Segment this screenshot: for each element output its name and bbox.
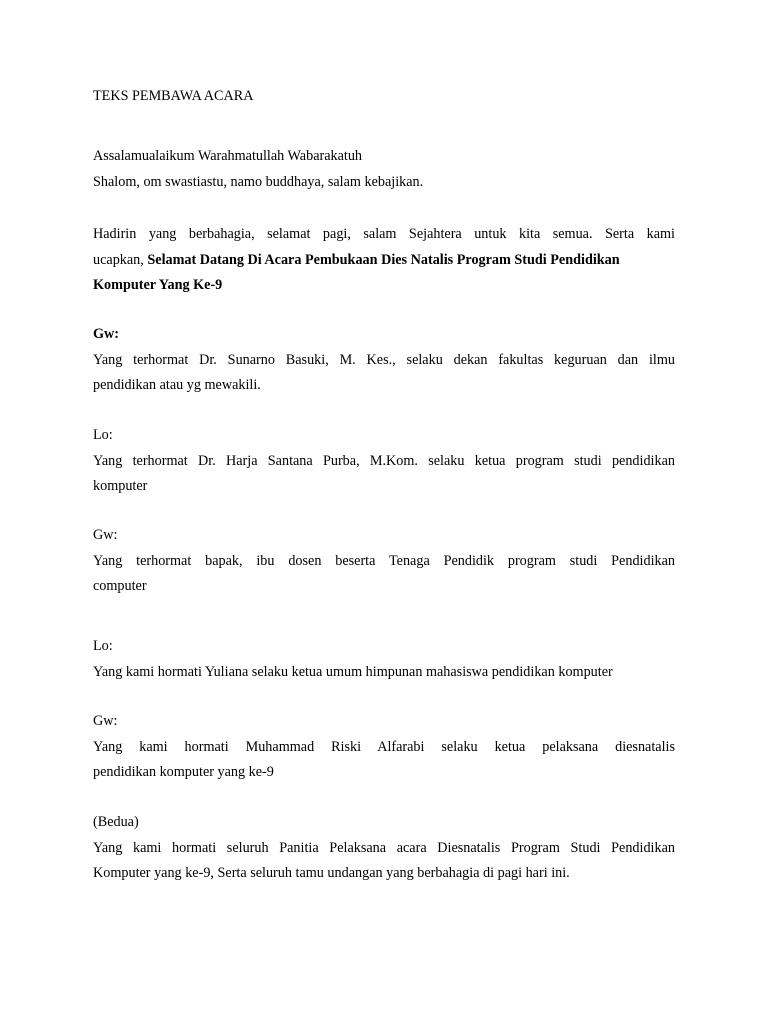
section-6 (93, 810, 675, 887)
section-line-1: Yang terhormat bapak, ibu dosen beserta Tenaga Pendidik program studi Pendidikan (93, 552, 675, 569)
welcome-line-2-plain: ucapkan, (93, 251, 148, 268)
section-line-2: pendidikan atau yg mewakili. (93, 377, 261, 393)
welcome-line-2 (93, 248, 675, 274)
section-3 (93, 523, 675, 600)
speaker-label: Gw: (93, 713, 118, 729)
welcome-event-name: Selamat Datang Di Acara Pembukaan Dies Natalis Program Studi Pendidikan (147, 251, 620, 268)
section-line-2: Komputer yang ke-9, Serta seluruh tamu undangan yang berbahagia di pagi hari ini. (93, 865, 570, 881)
speaker-label: Lo: (93, 638, 113, 654)
section-line-1: Yang kami hormati seluruh Panitia Pelaksana acara Diesnatalis Program Studi Pendidikan (93, 839, 675, 856)
speaker-label: Gw: (93, 527, 118, 543)
section-line-1: Yang kami hormati Muhammad Riski Alfarabi selaku ketua pelaksana diesnatalis (93, 738, 675, 755)
speaker-label: (Bedua) (93, 814, 139, 830)
document-title: TEKS PEMBAWA ACARA (93, 88, 254, 104)
section-5 (93, 709, 675, 786)
section-line-1: Yang terhormat Dr. Sunarno Basuki, M. Kes., selaku dekan fakultas keguruan dan ilmu (93, 351, 675, 368)
section-line-2: pendidikan komputer yang ke-9 (93, 764, 274, 780)
section-4 (93, 634, 675, 685)
greeting-line-1: Assalamualaikum Warahmatullah Wabarakatuh (93, 148, 363, 164)
speaker-label: Gw: (93, 326, 120, 342)
section-line-1: Yang terhormat Dr. Harja Santana Purba, M.Kom. selaku ketua program studi pendidikan (93, 452, 675, 469)
greeting-paragraph (93, 144, 675, 195)
welcome-line-3: Komputer Yang Ke-9 (93, 277, 223, 293)
welcome-paragraph (93, 222, 675, 299)
section-line-1: Yang kami hormati Yuliana selaku ketua umum himpunan mahasiswa pendidikan komputer (93, 663, 613, 680)
welcome-line-1: Hadirin yang berbahagia, selamat pagi, salam Sejahtera untuk kita semua. Serta kami (93, 226, 675, 242)
section-2 (93, 423, 675, 500)
greeting-line-2: Shalom, om swastiastu, namo buddhaya, salam kebajikan. (93, 173, 424, 190)
section-1 (93, 322, 675, 399)
speaker-label: Lo: (93, 427, 113, 443)
section-line-2: komputer (93, 478, 148, 494)
section-line-2: computer (93, 578, 147, 594)
